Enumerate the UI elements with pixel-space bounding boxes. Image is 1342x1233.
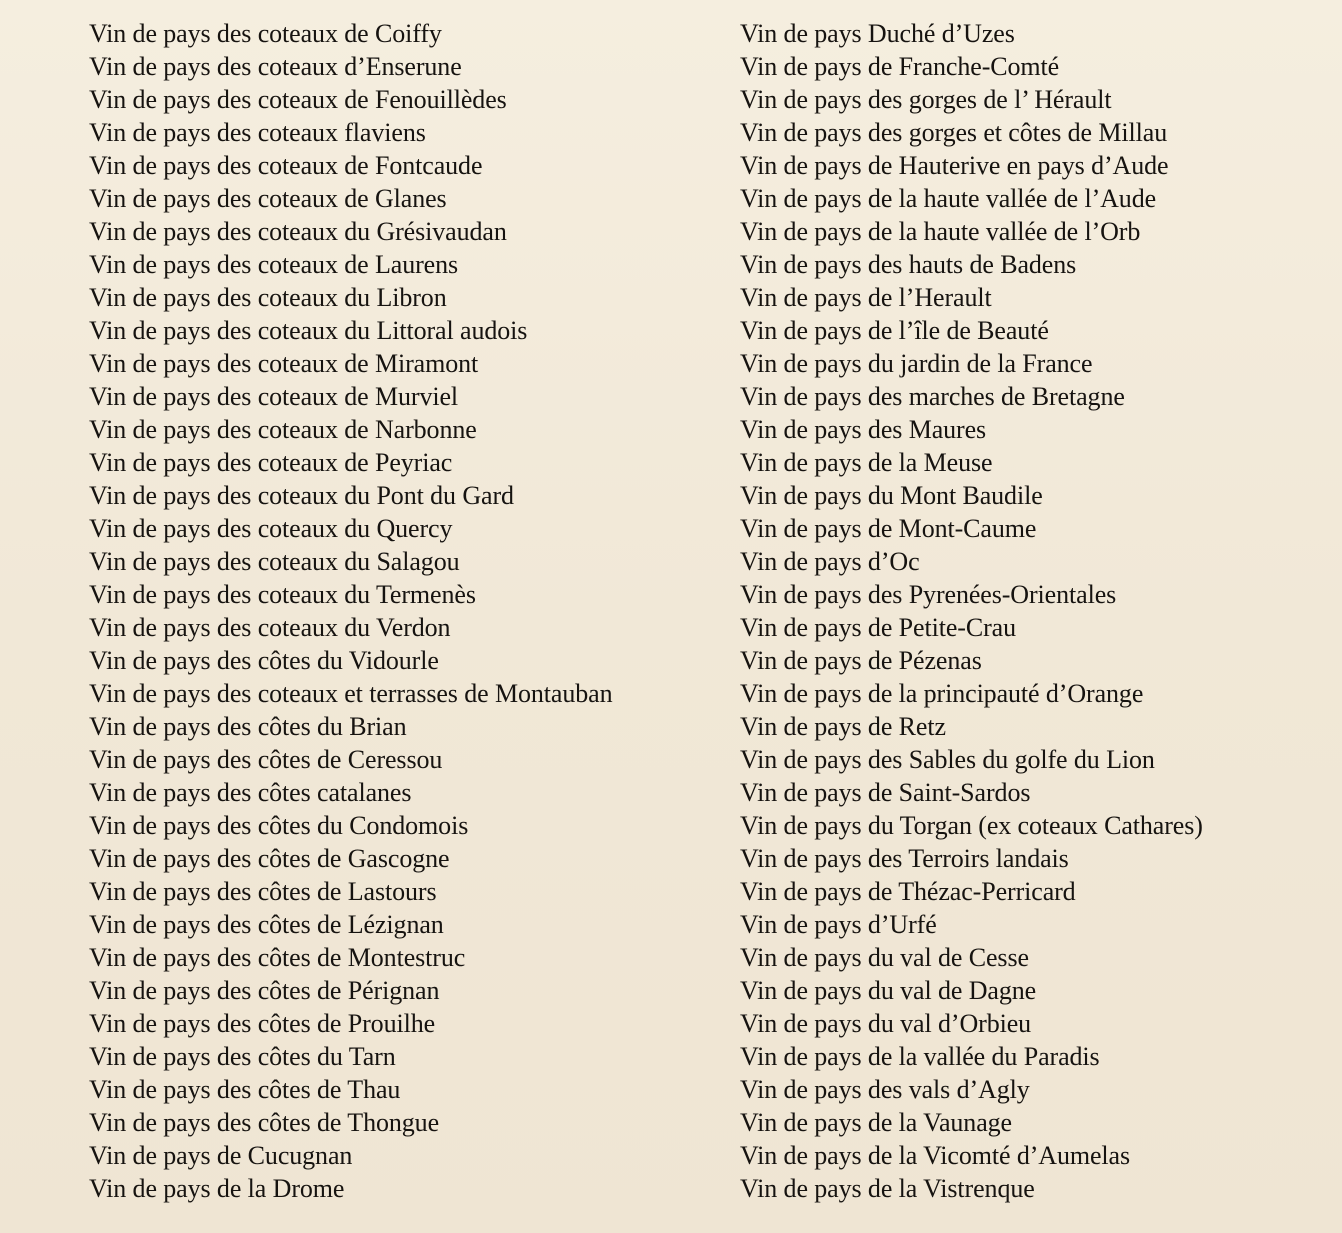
right-column-item: Vin de pays de la Vistrenque [740, 1174, 1035, 1203]
left-column-item: Vin de pays des côtes de Thongue [89, 1108, 440, 1137]
left-column-item: Vin de pays des coteaux du Littoral audois [89, 316, 528, 345]
left-column-item: Vin de pays des côtes de Gascogne [89, 844, 450, 873]
left-column-item: Vin de pays des coteaux du Pont du Gard [89, 481, 514, 510]
left-column-item: Vin de pays de la Drome [89, 1174, 345, 1203]
left-column-item: Vin de pays des coteaux du Salagou [89, 547, 460, 576]
left-column-item: Vin de pays des côtes du Brian [89, 712, 407, 741]
left-column-item: Vin de pays des coteaux de Glanes [89, 184, 447, 213]
right-column-item: Vin de pays des Terroirs landais [740, 844, 1069, 873]
right-column-item: Vin de pays du Torgan (ex coteaux Cathares) [740, 811, 1203, 840]
left-column-item: Vin de pays des côtes de Montestruc [89, 943, 466, 972]
left-column-item: Vin de pays de Cucugnan [89, 1141, 353, 1170]
right-column-item: Vin de pays d’Oc [740, 547, 920, 576]
right-column-item: Vin de pays de la principauté d’Orange [740, 679, 1144, 708]
right-column-item: Vin de pays de la vallée du Paradis [740, 1042, 1100, 1071]
right-column-item: Vin de pays de la Meuse [740, 448, 993, 477]
left-column-item: Vin de pays des côtes de Prouilhe [89, 1009, 436, 1038]
left-column-item: Vin de pays des coteaux de Miramont [89, 349, 479, 378]
left-column-item: Vin de pays des coteaux du Quercy [89, 514, 453, 543]
left-column-item: Vin de pays des côtes du Condomois [89, 811, 469, 840]
right-column-item: Vin de pays du Mont Baudile [740, 481, 1043, 510]
left-column-item: Vin de pays des côtes de Ceressou [89, 745, 443, 774]
right-column-item: Vin de pays des Maures [740, 415, 987, 444]
left-column-item: Vin de pays des coteaux de Narbonne [89, 415, 477, 444]
left-column-item: Vin de pays des coteaux du Verdon [89, 613, 451, 642]
right-column-item: Vin de pays des hauts de Badens [740, 250, 1077, 279]
left-column-item: Vin de pays des coteaux de Coiffy [89, 19, 442, 48]
left-column-item: Vin de pays des côtes du Vidourle [89, 646, 439, 675]
left-column-item: Vin de pays des coteaux de Peyriac [89, 448, 453, 477]
right-column-item: Vin de pays du val de Dagne [740, 976, 1037, 1005]
right-column-item: Vin de pays des gorges de l’ Hérault [740, 85, 1112, 114]
left-column-item: Vin de pays des coteaux de Murviel [89, 382, 459, 411]
left-column-item: Vin de pays des côtes de Lastours [89, 877, 437, 906]
right-column-item: Vin de pays du val d’Orbieu [740, 1009, 1032, 1038]
right-column-item: Vin de pays de la Vaunage [740, 1108, 1012, 1137]
right-column-item: Vin de pays de Hauterive en pays d’Aude [740, 151, 1169, 180]
right-column-item: Vin de pays de Petite-Crau [740, 613, 1016, 642]
right-column-item: Vin de pays des vals d’Agly [740, 1075, 1030, 1104]
left-column-item: Vin de pays des coteaux du Libron [89, 283, 447, 312]
right-column-item: Vin de pays de l’Herault [740, 283, 992, 312]
left-column-item: Vin de pays des côtes de Pérignan [89, 976, 440, 1005]
right-column-item: Vin de pays des Sables du golfe du Lion [740, 745, 1155, 774]
right-column-item: Vin de pays du jardin de la France [740, 349, 1093, 378]
left-column-item: Vin de pays des coteaux du Grésivaudan [89, 217, 507, 246]
left-column-item: Vin de pays des coteaux d’Enserune [89, 52, 462, 81]
left-column-item: Vin de pays des coteaux de Laurens [89, 250, 459, 279]
left-column-item: Vin de pays des côtes de Lézignan [89, 910, 444, 939]
right-column-item: Vin de pays de la haute vallée de l’Orb [740, 217, 1141, 246]
right-column-item: Vin de pays du val de Cesse [740, 943, 1029, 972]
right-column-item: Vin de pays de Thézac-Perricard [740, 877, 1076, 906]
right-column-item: Vin de pays d’Urfé [740, 910, 937, 939]
right-column-item: Vin de pays Duché d’Uzes [740, 19, 1015, 48]
right-column-item: Vin de pays des marches de Bretagne [740, 382, 1125, 411]
right-column-item: Vin de pays des gorges et côtes de Millau [740, 118, 1168, 147]
left-column-item: Vin de pays des coteaux du Termenès [89, 580, 476, 609]
right-column-item: Vin de pays de Mont-Caume [740, 514, 1037, 543]
right-column-item: Vin de pays de Pézenas [740, 646, 982, 675]
right-column-item: Vin de pays de Saint-Sardos [740, 778, 1031, 807]
right-column-item: Vin de pays de Retz [740, 712, 946, 741]
right-column-item: Vin de pays de Franche-Comté [740, 52, 1060, 81]
left-column-item: Vin de pays des coteaux et terrasses de Montauban [89, 679, 613, 708]
left-column-item: Vin de pays des coteaux de Fontcaude [89, 151, 483, 180]
right-column-item: Vin de pays de la Vicomté d’Aumelas [740, 1141, 1131, 1170]
left-column-item: Vin de pays des côtes de Thau [89, 1075, 401, 1104]
left-column-item: Vin de pays des côtes du Tarn [89, 1042, 396, 1071]
left-column-list [89, 17, 719, 1205]
left-column-item: Vin de pays des coteaux flaviens [89, 118, 426, 147]
left-column-item: Vin de pays des côtes catalanes [89, 778, 412, 807]
right-column-item: Vin de pays de l’île de Beauté [740, 316, 1049, 345]
left-column-item: Vin de pays des coteaux de Fenouillèdes [89, 85, 507, 114]
right-column-item: Vin de pays des Pyrenées-Orientales [740, 580, 1117, 609]
right-column-item: Vin de pays de la haute vallée de l’Aude [740, 184, 1157, 213]
right-column-list [740, 17, 1320, 1205]
